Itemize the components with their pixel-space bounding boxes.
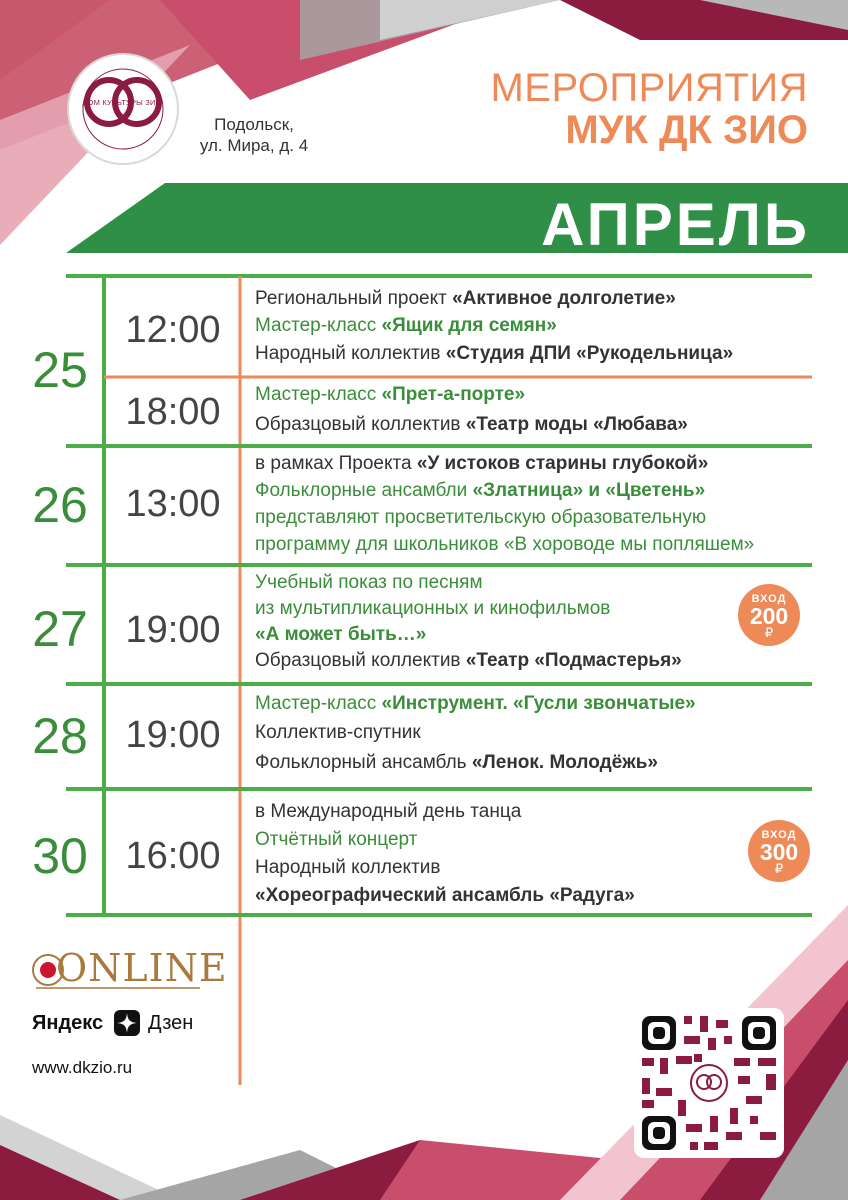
address — [188, 114, 320, 156]
event-line: из мультипликационных и кинофильмов — [255, 598, 611, 619]
price-badge — [748, 820, 810, 882]
day-number: 30 — [32, 828, 88, 884]
event-time: 12:00 — [125, 309, 221, 351]
event-line: в рамках Проекта «У истоков старины глубокой» — [255, 453, 709, 474]
logo-icon — [66, 52, 180, 166]
online-label: ONLINE — [56, 946, 228, 990]
day-number: 27 — [32, 601, 88, 657]
event-time: 13:00 — [125, 483, 221, 525]
event-line: программу для школьников «В хороводе мы попляшем» — [255, 534, 755, 555]
yandex-label: Яндекс — [32, 1012, 104, 1034]
event-line: Фольклорный ансамбль «Ленок. Молодёжь» — [255, 752, 658, 773]
day-number: 28 — [32, 708, 88, 764]
event-time: 16:00 — [125, 835, 221, 877]
event-line: представляют просветительскую образовательную — [255, 507, 707, 528]
event-line: Учебный показ по песням — [255, 572, 483, 593]
price-value: 200 — [749, 603, 789, 629]
dzen-label: Дзен — [148, 1012, 194, 1034]
event-line: Фольклорные ансамбли «Златница» и «Цветень» — [255, 480, 706, 501]
day-number: 25 — [32, 342, 88, 398]
address-city: Подольск, — [214, 115, 294, 134]
page-title-line1: МЕРОПРИЯТИЯ — [490, 66, 808, 110]
logo-text: ДОМ КУЛЬТУРЫ ЗИО — [82, 98, 162, 107]
price-label: ВХОД — [751, 593, 787, 605]
event-line: в Международный день танца — [255, 801, 522, 822]
dzen-star-icon — [114, 1010, 140, 1036]
event-time: 19:00 — [125, 714, 221, 756]
event-line: Коллектив-спутник — [255, 722, 421, 743]
event-time: 19:00 — [125, 609, 221, 651]
day-number: 26 — [32, 477, 88, 533]
event-line: «Хореографический ансамбль «Радуга» — [255, 885, 635, 906]
address-street: ул. Мира, д. 4 — [199, 136, 309, 155]
price-currency: ₽ — [764, 625, 774, 640]
event-line: «А может быть…» — [255, 624, 427, 645]
price-currency: ₽ — [774, 861, 784, 876]
event-line: Мастер-класс «Ящик для семян» — [255, 315, 557, 336]
month-banner-label: АПРЕЛЬ — [541, 191, 810, 258]
event-line: Отчётный концерт — [255, 829, 418, 850]
page-title-line2: МУК ДК ЗИО — [565, 108, 808, 152]
qr-code-icon[interactable] — [634, 1008, 784, 1158]
event-line: Народный коллектив — [255, 857, 441, 878]
website-link[interactable]: www.dkzio.ru — [32, 1058, 133, 1077]
event-line: Мастер-класс «Прет-а-порте» — [255, 384, 526, 405]
price-label: ВХОД — [761, 829, 797, 841]
event-line: Народный коллектив «Студия ДПИ «Рукодельница» — [255, 343, 734, 364]
price-badge — [738, 584, 800, 646]
event-line: Образцовый коллектив «Театр «Подмастерья» — [255, 650, 682, 671]
event-line: Региональный проект «Активное долголетие» — [255, 288, 676, 309]
price-value: 300 — [759, 839, 799, 865]
event-line: Мастер-класс «Инструмент. «Гусли звончатые» — [255, 693, 696, 714]
event-line: Образцовый коллектив «Театр моды «Любава» — [255, 414, 688, 435]
event-time: 18:00 — [125, 391, 221, 433]
